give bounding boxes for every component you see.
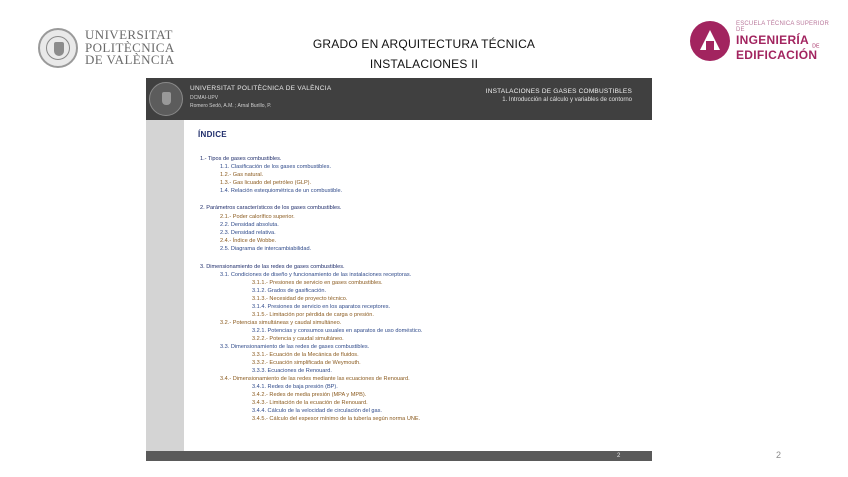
slide-page-number: 2 [617,453,621,459]
index-title: ÍNDICE [198,130,227,139]
slide-footer-bar [146,451,652,461]
slide-chapter-title: 1. Introducción al cálculo y variables de contorno [502,97,632,103]
toc-item: 1.4. Relación estequiométrica de un combustible. [220,188,343,194]
toc-item: 1.3.- Gas licuado del petróleo (GLP). [220,180,312,186]
toc-item: 3.3.3. Ecuaciones de Renouard. [252,368,332,374]
toc-item: 3.4.4. Cálculo de la velocidad de circulación del gas. [252,408,382,414]
page-number: 2 [776,450,782,460]
school-name-2: EDIFICACIÓN [736,48,818,63]
toc-item: 3.3. Dimensionamiento de las redes de gases combustibles. [220,344,370,350]
subject-title: INSTALACIONES II [369,57,479,71]
school-name-1: INGENIERÍA [736,32,809,47]
toc-item: 3. Dimensionamiento de las redes de gases combustibles. [200,264,345,270]
slide-image [146,78,652,461]
school-logo [690,20,830,62]
toc-item: 2.4.- Índice de Wobbe. [220,238,277,244]
slide-department: DCMAI-UPV [190,95,219,101]
toc-item: 2.2. Densidad absoluta. [220,222,279,228]
toc-item: 3.2.- Potencias simultáneas y caudal simultáneo. [220,320,342,326]
university-name: UNIVERSITAT POLITÈCNICA DE VALÈNCIA [85,27,175,68]
slide-university: UNIVERSITAT POLITÈCNICA DE VALÈNCIA [190,85,332,92]
toc-item: 3.1.5.- Limitación por pérdida de carga o presión. [252,312,374,318]
toc-item: 3.1. Condiciones de diseño y funcionamiento de las instalaciones receptoras. [220,272,412,278]
toc-item: 3.2.1. Potencias y consumos usuales en aparatos de uso doméstico. [252,328,423,334]
school-label: ESCUELA TÉCNICA SUPERIOR DE [736,20,830,33]
toc-item: 2.3. Densidad relativa. [220,230,276,236]
toc-item: 3.3.2.- Ecuación simplificada de Weymouth. [252,360,361,366]
toc-item: 3.4.3.- Limitación de la ecuación de Renouard. [252,400,368,406]
school-emblem-icon [690,21,730,61]
toc-item: 3.1.3.- Necesidad de proyecto técnico. [252,296,348,302]
toc-item: 3.1.4. Presiones de servicio en los aparatos receptores. [252,304,391,310]
toc-item: 3.2.2.- Potencia y caudal simultáneo. [252,336,344,342]
slide-course-title: INSTALACIONES DE GASES COMBUSTIBLES [485,88,632,95]
toc-item: 3.1.2. Grados de gasificación. [252,288,327,294]
slide-seal-icon [149,82,183,116]
toc-item: 1.2.- Gas natural. [220,172,264,178]
slide-header-bar [146,78,652,120]
toc-item: 2. Parámetros característicos de los gases combustibles. [200,205,342,211]
degree-title: GRADO EN ARQUITECTURA TÉCNICA [312,37,536,51]
toc-item: 3.4.5.- Cálculo del espesor mínimo de la tubería según norma UNE. [252,416,421,422]
toc-item: 1.1. Clasificación de los gases combustibles. [220,164,331,170]
slide-side-bar [146,120,184,451]
toc-item: 3.4.1. Redes de baja presión (BP). [252,384,338,390]
toc-item: 3.4.- Dimensionamiento de las redes mediante las ecuaciones de Renouard. [220,376,410,382]
toc-item: 2.5. Diagrama de intercambiabilidad. [220,246,312,252]
slide-authors: Romero Sedó, A.M. ; Arnal Burillo, P. [190,103,272,109]
school-de: DE [812,43,820,50]
toc-item: 3.4.2.- Redes de media presión (MPA y MPB). [252,392,367,398]
toc-item: 3.1.1.- Presiones de servicio en gases combustibles. [252,280,383,286]
toc-item: 1.- Tipos de gases combustibles. [200,156,282,162]
toc-item: 2.1.- Poder calorífico superior. [220,214,295,220]
slide-content [198,130,638,139]
toc-item: 3.3.1.- Ecuación de la Mecánica de fluidos. [252,352,359,358]
